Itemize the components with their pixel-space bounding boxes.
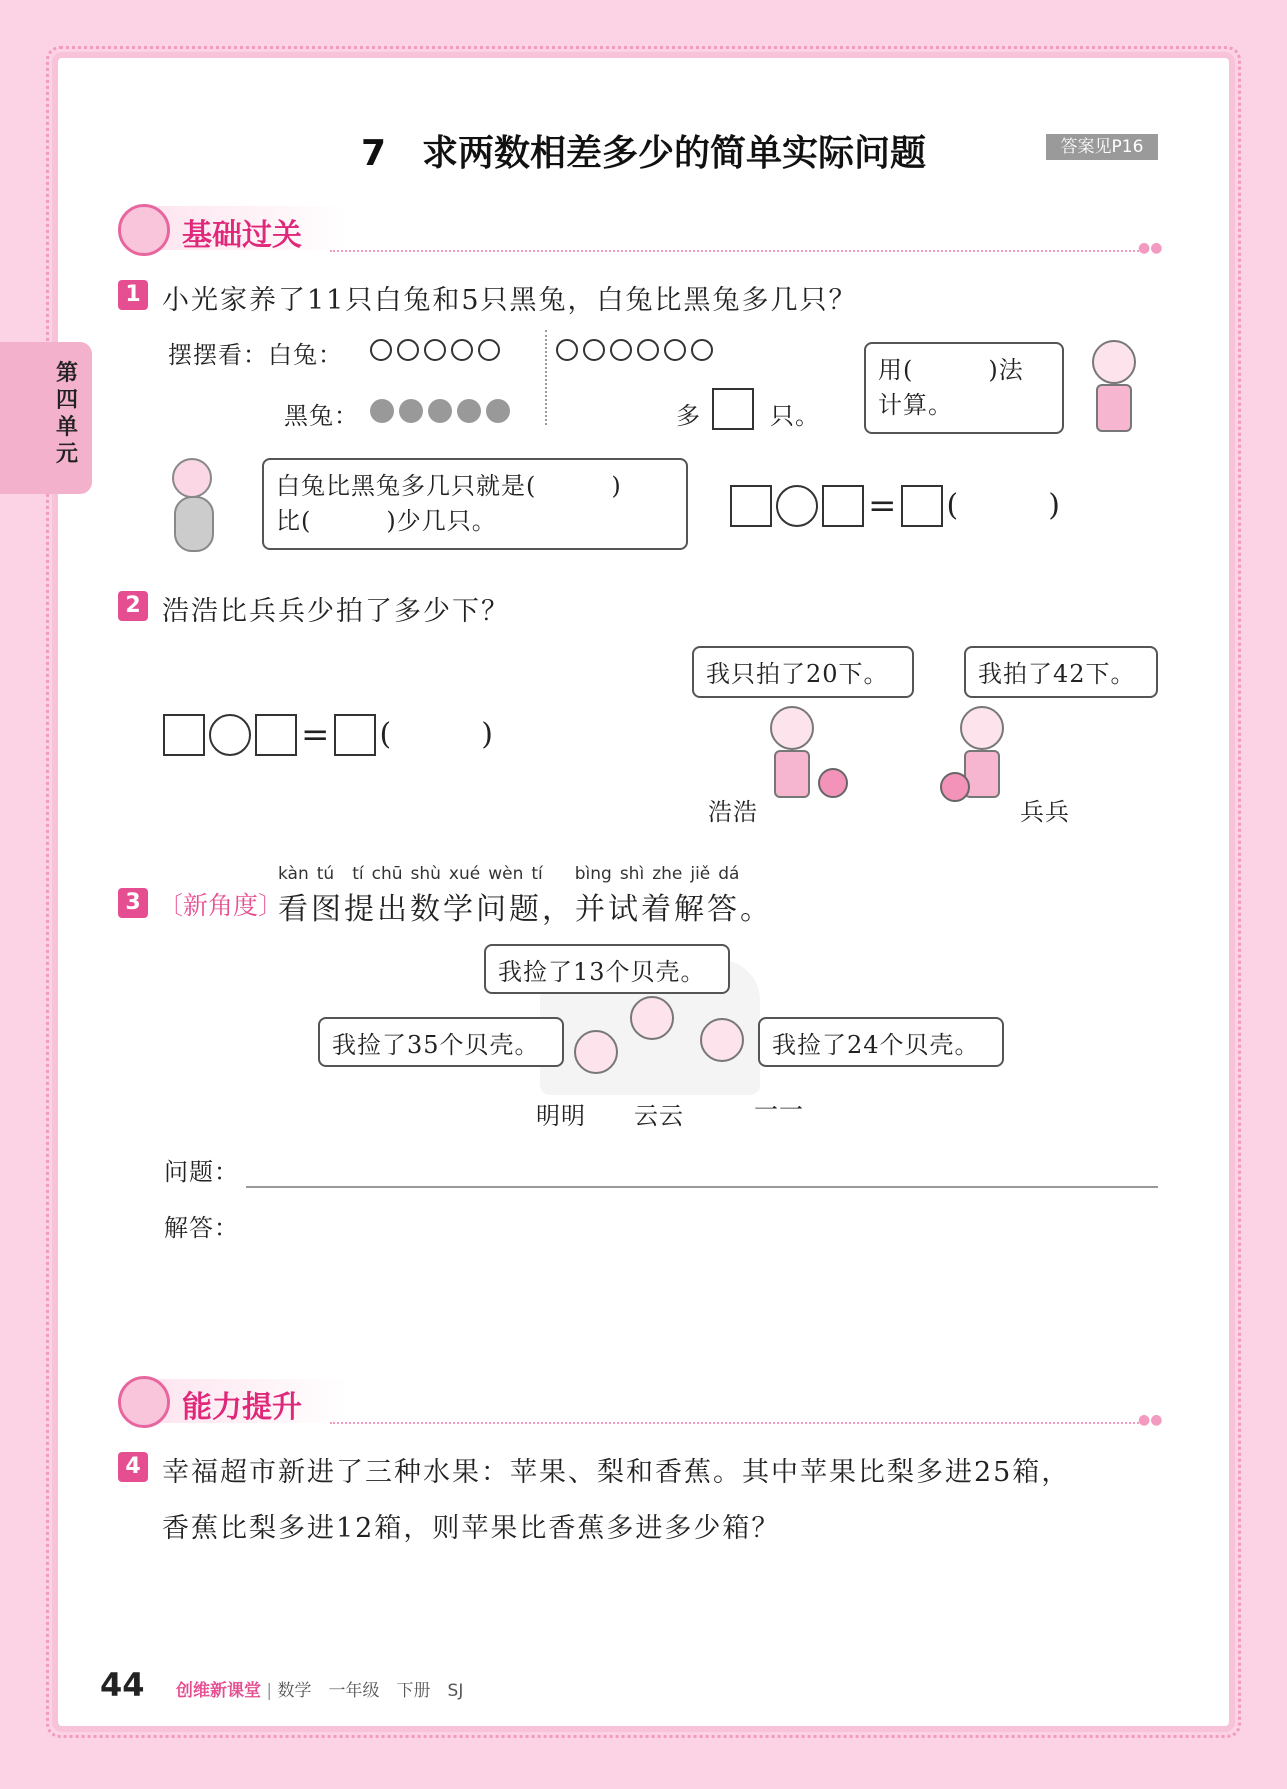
pinyin: jiě [690,864,711,884]
girl-bubble-line1: 用( )法 [878,356,1024,384]
equation-box[interactable] [822,485,864,527]
pinyin: zhe [652,864,683,884]
haohao-speech-bubble [692,646,914,698]
mingming-speech-bubble [318,1017,564,1067]
unit-paren: ( ) [946,488,1060,523]
haohao-bubble-text: 我只拍了20下。 [706,660,889,688]
group-divider [545,330,547,425]
pinyin: tú [316,864,335,884]
pinyin: dá [718,864,740,884]
question-answer-line[interactable] [246,1186,1158,1188]
unit-paren: ( ) [379,717,493,752]
equals-sign: = [301,715,330,755]
name-bingbing: 兵兵 [1020,798,1070,826]
page-number: 44 [100,1666,145,1704]
question-number: 3 [118,888,148,918]
pinyin: tí [531,864,543,884]
mingming-bubble-text: 我捡了35个贝壳。 [332,1031,540,1059]
name-yiyi: 一一 [754,1096,804,1124]
section-divider [330,250,1142,252]
answer-box[interactable] [712,388,754,430]
haohao-boy-icon [760,706,850,826]
more-prefix: 多 [676,402,701,430]
result-box[interactable] [334,714,376,756]
pinyin: shì [619,864,645,884]
equation-box[interactable] [255,714,297,756]
teacher-avatar-icon [118,204,170,256]
result-box[interactable] [901,485,943,527]
bingbing-boy-icon [940,706,1030,818]
question-text-line1: 幸福超市新进了三种水果：苹果、梨和香蕉。其中苹果比梨多进25箱， [162,1457,1071,1488]
black-rabbit-circles [370,399,515,427]
pinyin: bìng [574,864,612,884]
section-title-basic: 基础过关 [182,218,302,253]
equation-q2 [163,714,493,756]
footer-brand: 创维新课堂 [176,1681,261,1701]
more-suffix: 只。 [770,402,820,430]
equation-box[interactable] [163,714,205,756]
girl-bubble-line2: 计算。 [878,391,953,419]
question-number: 2 [118,591,148,621]
black-rabbit-label: 黑兔： [284,402,359,430]
pinyin: tí [352,864,364,884]
yiyi-speech-bubble [758,1017,1004,1067]
section-divider [330,1422,1142,1424]
question-text: 小光家养了11只白兔和5只黑兔，白兔比黑兔多几只？ [162,285,858,316]
operator-circle[interactable] [209,714,251,756]
answer-reference-badge: 答案见P16 [1046,134,1158,160]
equation-q1 [730,485,1060,527]
bug-bubble-line1: 白兔比黑兔多几只就是( ) [276,472,622,500]
name-yunyun: 云云 [634,1102,684,1130]
bug-speech-bubble [262,458,688,550]
white-rabbit-circles [370,339,505,365]
bingbing-speech-bubble [964,646,1158,698]
arrange-label: 摆摆看：白兔： [168,341,343,369]
bingbing-bubble-text: 我拍了42下。 [978,660,1136,688]
answer-area[interactable] [246,1204,1158,1334]
footer-info: 创维新课堂 | 数学 一年级 下册 SJ [176,1681,464,1701]
unit-side-tab [0,342,92,494]
white-rabbit-circles-extra [556,339,718,365]
bug-mascot-icon [158,458,240,558]
name-haohao: 浩浩 [708,798,758,826]
yunyun-speech-bubble [484,944,730,994]
pinyin: chū [371,864,403,884]
question-number: 1 [118,280,148,310]
name-mingming: 明明 [536,1102,586,1130]
page-title: 7 求两数相差多少的简单实际问题 [360,133,927,174]
girl-speech-bubble [864,342,1064,434]
question-label: 问题： [164,1158,239,1186]
girl-illustration-icon [1080,340,1150,436]
yiyi-bubble-text: 我捡了24个贝壳。 [772,1031,980,1059]
section-title-ability: 能力提升 [182,1390,302,1425]
new-angle-tag: 〔新角度〕 [158,891,284,920]
equals-sign: = [868,486,897,526]
pinyin: shù [410,864,441,884]
pinyin-row [278,864,739,884]
teacher-avatar-icon [118,1376,170,1428]
dots-decoration-icon: ●● [1138,1412,1163,1428]
question-text: 看图提出数学问题，并试着解答。 [278,892,773,927]
bug-bubble-line2: 比( )少几只。 [276,507,497,535]
answer-label: 解答： [164,1214,239,1242]
question-number: 4 [118,1452,148,1482]
equation-box[interactable] [730,485,772,527]
dots-decoration-icon: ●● [1138,240,1163,256]
footer-book-info: 数学 一年级 下册 SJ [277,1681,464,1701]
pinyin: wèn [488,864,524,884]
question-text-line2: 香蕉比梨多进12箱，则苹果比香蕉多进多少箱？ [162,1513,781,1544]
unit-tab-label: 第四单元 [56,361,79,467]
pinyin: kàn [278,864,309,884]
yunyun-bubble-text: 我捡了13个贝壳。 [498,958,706,986]
operator-circle[interactable] [776,485,818,527]
question-text: 浩浩比兵兵少拍了多少下？ [162,596,510,627]
pinyin: xué [448,864,481,884]
